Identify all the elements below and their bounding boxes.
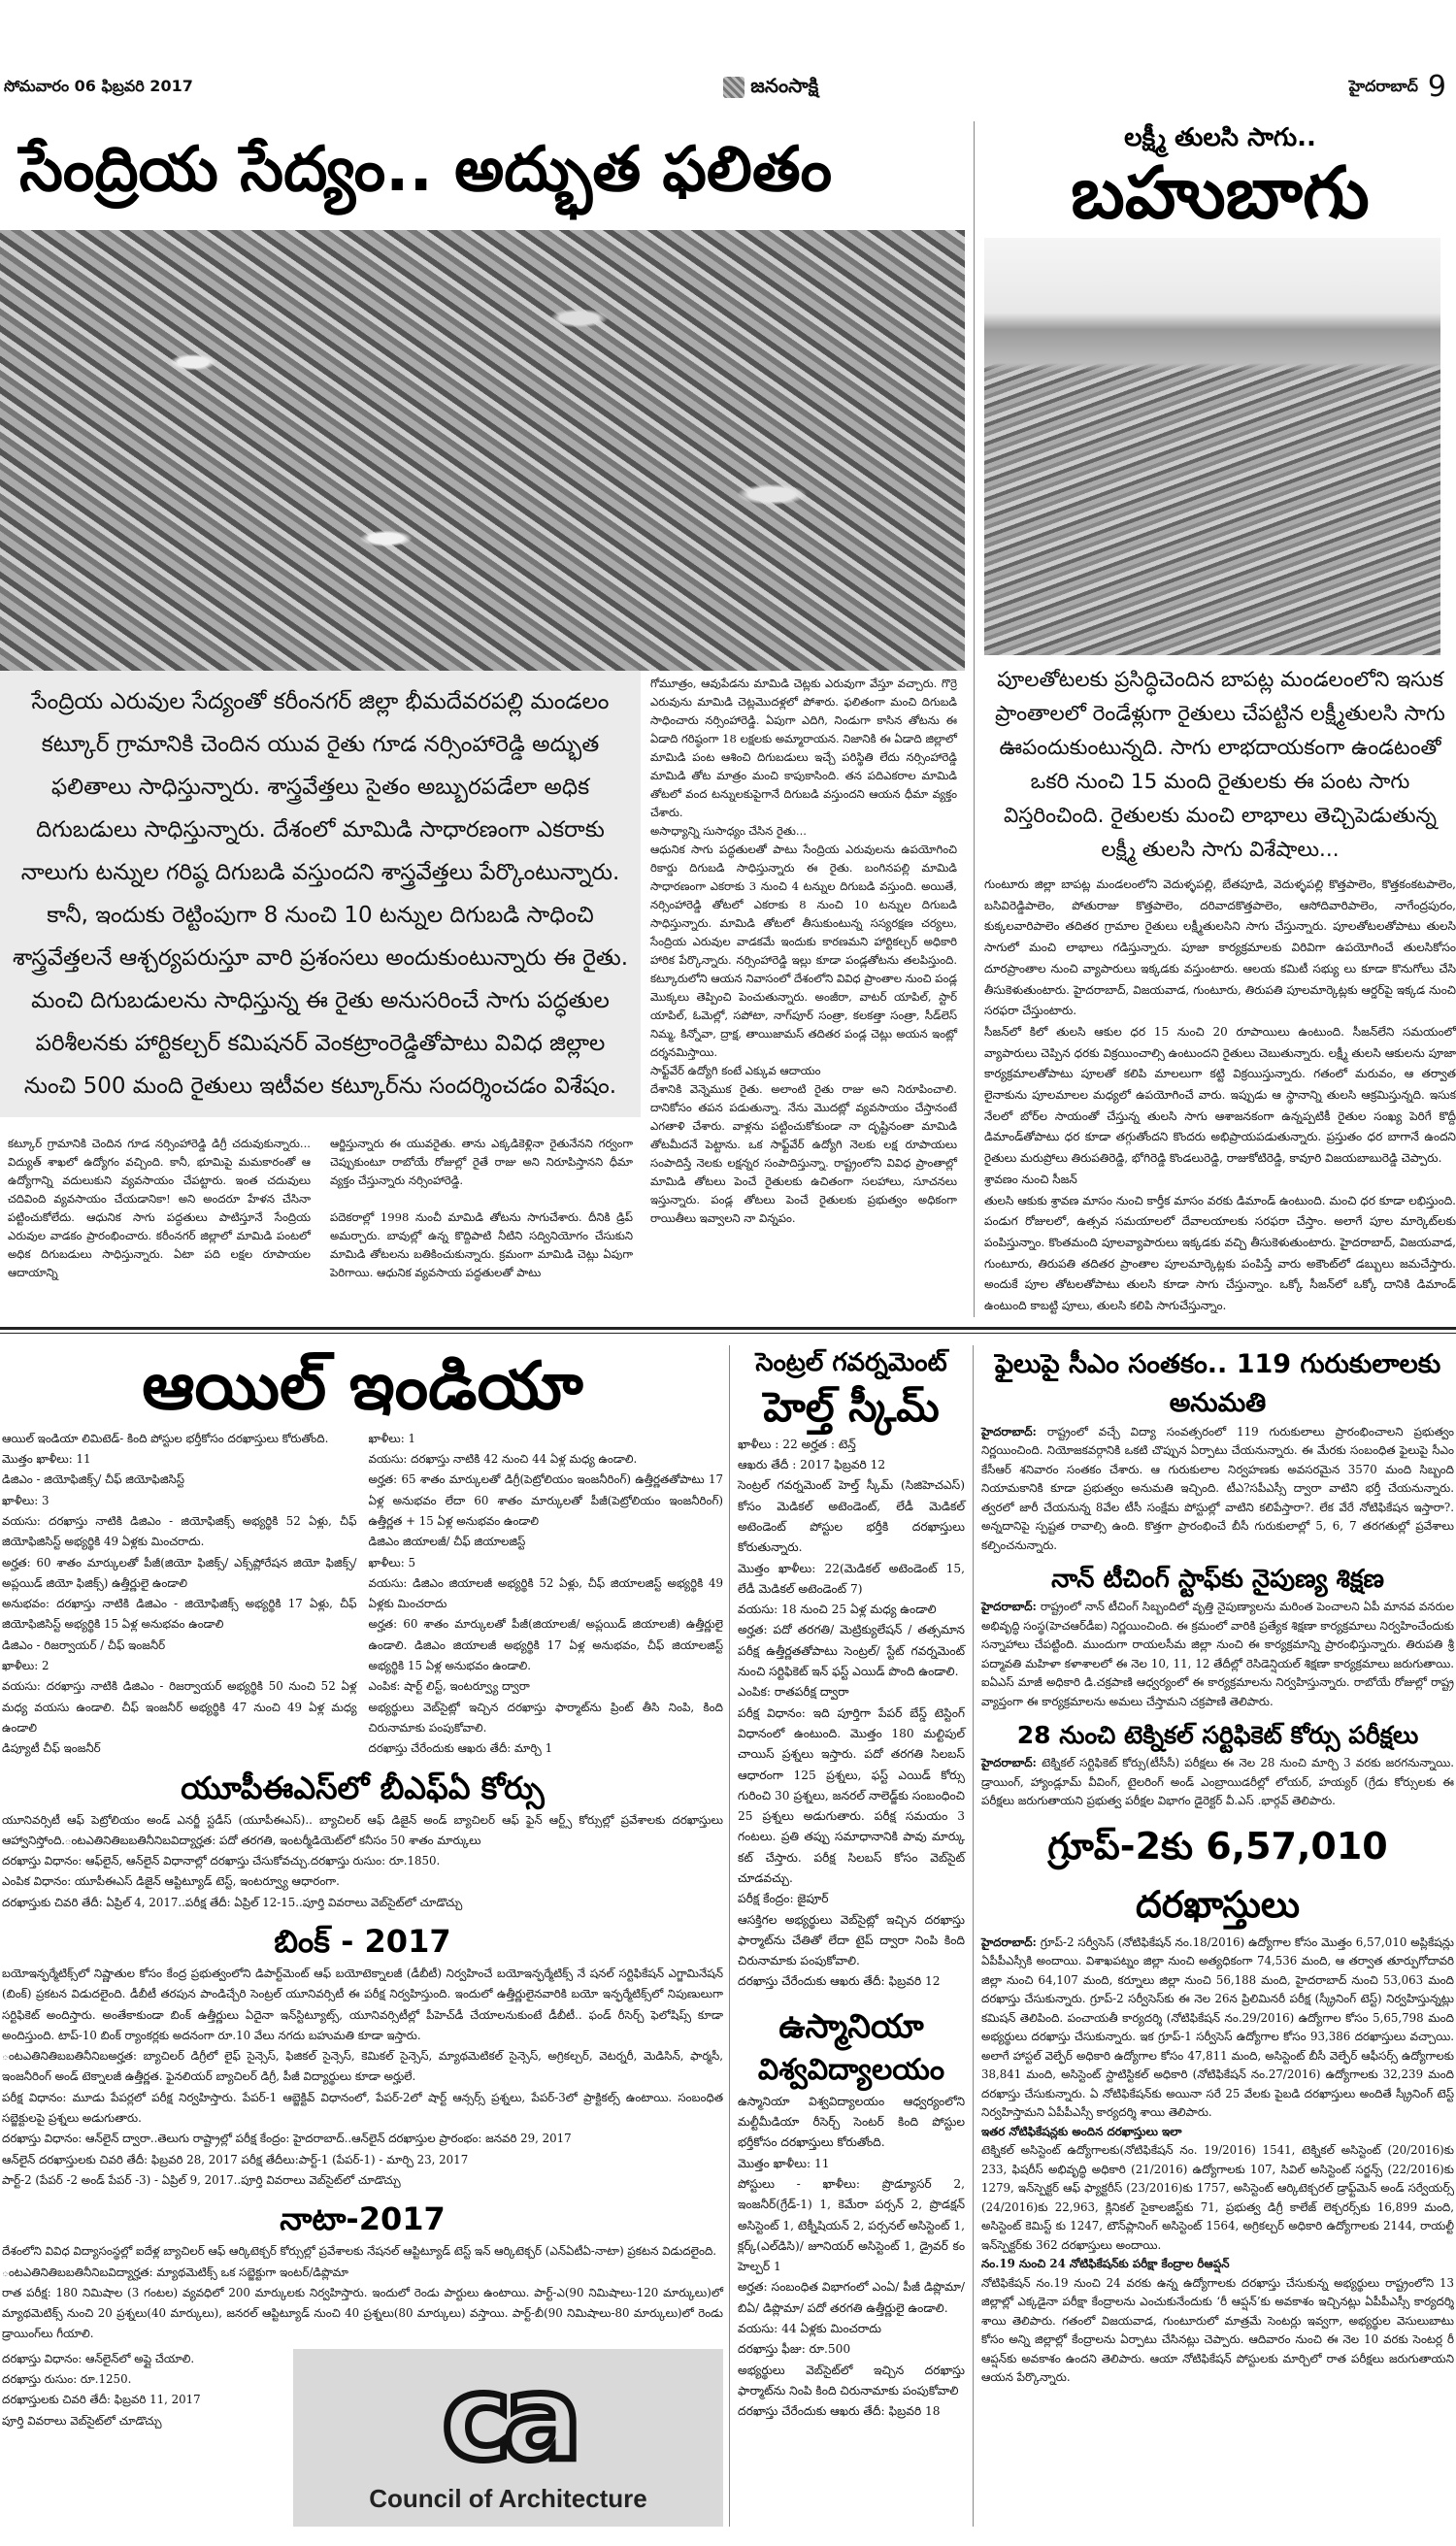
text-line: ఎంపిక: షార్ట్ లిస్ట్, ఇంటర్వ్యూ ద్వారా xyxy=(368,1679,530,1694)
text-line: ఉస్మానియా విశ్వవిద్యాలయం ఆధ్వర్యంలోని మల్టీమీడియా రీసెర్చ్ సెంటర్ కింది పోస్టుల భర్తీకోసం దరఖాస్తులు కోరుతోంది. xyxy=(738,2094,965,2150)
paragraph: టెక్నికల్ అసిస్టెంట్ ఉద్యోగాలకు(నోటిఫికేషన్ నం. 19/2016) 1541, టెక్నికల్ అసిస్టెంట్ (20/2016)కు 233, ఫిషరీస్ అభివృద్ధి అధికారి (21/2016) ఉద్యోగాలకు 107, సివిల్ అసిస్టెంట్ సర్జన్స్ (22/2016)కు 1279, ఇన్‌స్పెక్టర్ ఆఫ్ ఫ్యాక్టరీస్ (23/2016)కు 1757, అసిస్టెంట్ ఆర్కిటెక్చరల్ డ్రాఫ్ట్‌మెన్ అండ్ సర్వేయర్స్ (24/2016)కు 22,963, క్లినికల్ సైకాలజిస్ట్‌కు 71, ప్రభుత్వ డిగ్రీ కాలేజ్ లెక్చరర్స్‌కు 16,899 మంది, అసిస్టెంట్ కెమిస్ట్ కు 1247, టౌన్‌ప్లానింగ్ అసిస్టెంట్ 1564, అగ్రికల్చర్ అధికారి ఉద్యోగాలకు 2144, రాయల్టీ ఇన్‌స్పెక్టర్‌కు 362 దరఖాస్తులు అందాయి. xyxy=(981,2143,1454,2252)
cghs-headline: హెల్త్ స్కీమ్ xyxy=(763,1382,940,1431)
cghs-body xyxy=(738,1435,965,1993)
paragraph: గుంటూరు జిల్లా బాపట్ల మండలంలోని వెదుళ్ళపల్లి, బేతపూడి, వెదుళ్ళపల్లి కొత్తపాలెం, కొత్తకంకటపాలెం, బసివిరెడ్డిపాలెం, పోతురాజు కొత్తపాలెం, దరివాదకొత్తపాలెం, ఆసోదివారిపాలెం, నాగేంద్రపురం, కుక్కలవారిపాలెం తదితర గ్రామాల రైతులు లక్ష్మీతులసిని సాగు చేస్తున్నారు. పూలతోటలతోపాటు తులసి సాగులో మంచి లాభాలు గడిస్తున్నారు. పూజా కార్యక్రమాలకు విరివిగా ఉపయోగించే తులసికోసం దూరప్రాంతాల నుంచి వ్యాపారులు ఇక్కడకు వస్తుంటారు. ఆలయ కమిటీ సభ్యు లు కూడా కొనుగోలు చేసి తీసుకెళుతుంటారు. హైదరాబాద్, విజయవాడ, గుంటూరు, తిరుపతి పూలమార్కెట్లకు ఆర్డర్‌పై ఇక్కడ నుంచి సరఫరా చేస్తుంటారు. xyxy=(984,877,1456,1018)
text-line: పరీక్ష విధానం: మూడు పేపర్లలో పరీక్ష నిర్వహిస్తారు. పేపర్-1 ఆబ్జెక్టివ్ విధానంలో, పేపర్-2లో షార్ట్ ఆన్సర్స్ ప్రశ్నలు, పేపర్-3లో ప్రాక్టికల్స్ ఉంటాయి. సంబంధిత సబ్జెక్టులపై ప్రశ్నలు అడుగుతారు. xyxy=(2,2090,723,2126)
tcc-body xyxy=(981,1754,1454,1811)
organic-col-1 xyxy=(8,1135,311,1282)
text-line: అభ్యర్థులు వెబ్‌సైట్లో ఇచ్చిన దరఖాస్తు ఫార్మాట్‌ను ప్రింట్ తీసి నింపి, కింది చిరునామాకు పంపుకోవాలి. xyxy=(368,1700,723,1735)
oil-india-headline: ఆయిల్ ఇండియా xyxy=(142,1347,583,1425)
upes-body xyxy=(2,1810,723,1913)
text-line: డిప్యూటీ చీఫ్ ఇంజనీర్ xyxy=(2,1741,101,1756)
masthead xyxy=(0,70,1456,105)
dateline: హైదరాబాద్: xyxy=(981,1424,1037,1438)
text-line: ఖాళీలు: 3 xyxy=(2,1493,50,1507)
subheading: అసాధ్యాన్ని సుసాధ్యం చేసిన రైతు... xyxy=(650,824,807,838)
paragraph: సీజన్‌లో కిలో తులసి ఆకుల ధర 15 నుంచి 20 రూపాయిలు ఉంటుంది. సీజన్‌లేని సమయంలో వ్యాపారులు చెప్పిన ధరకు విక్రయించాల్సి ఉంటుందని రైతులు చెబుతున్నారు. లక్ష్మీ తులసి ఆకులను పూజా కార్యక్రమాలతోపాటు పూలతో కలిపి మాలలుగా కట్టి విక్రయిస్తున్నారు. గతంలో మరువం, ఆ తర్వాత లైనాకును పూలమాలల మధ్యలో ఉపయోగించే వారు. ఇప్పుడు ఆ స్థానాన్ని తులసి ఆక్రమిస్తున్నది. ఇసుక నేలలో బోర్‌ల సాయంతో చేస్తున్న తులసి సాగు ఆశాజనకంగా ఉన్నప్పటికీ రైతుల సంఖ్య పెరిగే కొద్దీ డిమాండ్‌తోపాటు ధర కూడా తగ్గుతోందని కొందరు అభిప్రాయపడుతున్నారు. ప్రస్తుతం ధర బాగానే ఉందని రైతులు మరుప్రోలు తిరుపతిరెడ్డి, భోగిరెడ్డి కొండలురెడ్డి, రాజుకోటిరెడ్డి, కావూరి విజయబాబురెడ్డి చెప్పారు. xyxy=(984,1024,1456,1166)
edition-info xyxy=(1348,70,1446,104)
page-bottom-margin xyxy=(0,2527,1456,2546)
text-line: పోస్టులు - ఖాళీలు: ప్రొడ్యూసర్ 2, ఇంజనీర్(గ్రేడ్-1) 1, కెమేరా పర్సన్ 2, ప్రొడక్షన్ అసిస్టెంట్ 1, టెక్నీషియన్ 2, పర్సనల్ అసిస్టెంట్ 1, క్లర్క్(ఎల్‌డిసి)/ జూనియర్ అసిస్టెంట్ 1, డ్రైవర్ కం హెల్పర్ 1 xyxy=(738,2176,965,2274)
text-line: దరఖాస్తు ఫీజు: రూ.500 xyxy=(738,2342,851,2357)
group2-headline: గ్రూప్-2కు 6,57,010 దరఖాస్తులు xyxy=(1047,1824,1388,1926)
dateline: హైదరాబాద్: xyxy=(981,1756,1037,1770)
text-line: ఆసక్తిగల అభ్యర్థులు వెబ్‌సైట్లో ఇచ్చిన దరఖాస్తు ఫార్మాట్‌ను చేతితో లేదా టైప్ ద్వారా నింపి కింది చిరునామాకు పంపుకోవాలి. xyxy=(738,1912,965,1968)
text-line: మొత్తం ఖాళీలు: 11 xyxy=(2,1452,91,1467)
organic-headline: సేంద్రియ సేద్యం.. అద్భుత ఫలితం xyxy=(19,134,833,206)
paragraph: తులసి ఆకుకు శ్రావణ మాసం నుంచి కార్తీక మాసం వరకు డిమాండ్ ఉంటుంది. మంచి ధర కూడా లభిస్తుంది. పండుగ రోజులలో, ఉత్సవ సమయాలలో దేవాలయాలకు సరఫరా చేస్తాం. అలాగే పూల మార్కెట్‌లకు పంపిస్తున్నాం. కొంతమంది పూలవ్యాపారులు ఇక్కడకు వచ్చి తీసుకెళుతుంటారు. హైదరాబాద్, విజయవాడ, గుంటూరు, తిరుపతి తదితర ప్రాంతాల పూలమార్కెట్లకు పంపిస్తే వారు అకౌంట్‌లో డబ్బులు జమచేస్తారు. అందుకే పూల తోటలతోపాటు తులసి కూడా సాగు చేస్తున్నాం. ఒక్కో సీజన్‌లో ఒక్కో దానికి డిమాండ్ ఉంటుంది కాబట్టి పూలు, తులసి కలిపి సాగుచేస్తున్నాం. xyxy=(984,1193,1456,1313)
text-line: రాత పరీక్ష: 180 నిమిషాల (3 గంటల) వ్యవధిలో 200 మార్కులకు నిర్వహిస్తారు. ఇందులో రెండు పార్టులు ఉంటాయి. పార్ట్-ఎ(90 నిమిషాలు-120 మార్కులు)లో మ్యాథమెటిక్స్ నుంచి 20 ప్రశ్నలు(40 మార్కులు), జనరల్ ఆప్టిట్యూడ్ నుంచి 40 ప్రశ్నలు(80 మార్కులు) వస్తాయి. పార్ట్-బీ(90 నిమిషాలు-80 మార్కులు)లో రెండు డ్రాయింగ్‌లు గీయాలి. xyxy=(2,2285,723,2341)
text-line: పరీక్ష విధానం: ఇది పూర్తిగా పేపర్ బేస్డ్ టెస్టింగ్ విధానంలో ఉంటుంది. మొత్తం 180 మల్టిపుల్ చాయిస్ ప్రశ్నలు ఇస్తారు. పదో తరగతి సిలబస్ ఆధారంగా 125 ప్రశ్నలు, ఫస్ట్ ఎయిడ్ కోర్సు గురించి 30 ప్రశ్నలు, జనరల్ నాలెడ్జ్‌కు సంబంధించి 25 ప్రశ్నలు అడుగుతారు. పరీక్ష సమయం 3 గంటలు. ప్రతి తప్పు సమాధానానికి పావు మార్కు కట్ చేస్తారు. పరీక్ష సిలబస్ కోసం వెబ్‌సైట్ చూడవచ్చు. xyxy=(738,1705,965,1885)
text-line: పూర్తి వివరాలు వెబ్‌సైట్‌లో చూడొచ్చు xyxy=(2,2413,162,2428)
organic-story xyxy=(0,121,975,1317)
paragraph: కట్కూర్ గ్రామానికి చెందిన గూడ నర్సింహారెడ్డి డిగ్రీ చదువుకున్నారు... విద్యుత్ శాఖలో ఉద్యోగం వచ్చింది. కానీ, భూమిపై మమకారంతో ఆ ఉద్యోగాన్ని వదులుకుని వ్యవసాయం చేపట్టారు. ఇంత చదువులు చదివింది వ్యవసాయం చేయడానికా! అని అందరూ హేళన చేసినా పట్టించుకోలేదు. ఆధునిక సాగు పద్ధతులు పాటిస్తూనే సేంద్రియ ఎరువుల వాడకం ప్రారంభించారు. కరీంనగర్ జిల్లాలో మామిడి పంటలో అధిక దిగుబడులు సాధిస్తున్నారు. ఏటా పది లక్షల రూపాయల ఆదాయాన్ని xyxy=(8,1137,311,1279)
issue-date: సోమవారం 06 ఫిబ్రవరి 2017 xyxy=(4,76,193,95)
organic-columns xyxy=(0,671,974,1282)
text-line: వయసు: డిజిఎం జియాలజీ అభ్యర్థికి 52 ఏళ్లు, చీఫ్ జియాలజిస్ట్ అభ్యర్థికి 49 ఏళ్లకు మించరాదు xyxy=(368,1575,723,1611)
gurukul-body xyxy=(981,1423,1454,1556)
text-line: అర్హత: 60 శాతం మార్కులతో పీజీ(జియాలజీ/ అప్లయిడ్ జియాలజీ) ఉత్తీర్ణులై ఉండాలి. డిజిఎం జియాలజీ అభ్యర్థికి 17 ఏళ్ల అనుభవం, చీఫ్ జియాలజిస్ట్ అభ్యర్థికి 15 ఏళ్ల అనుభవం ఉండాలి. xyxy=(368,1617,723,1673)
tulsi-story xyxy=(975,121,1456,1317)
subheading: నం.19 నుంచి 24 నోటిఫికేషన్‌కు పరీక్షా కేంద్రాల రీఆప్షన్ xyxy=(981,2257,1230,2271)
text-line: అభ్యర్థులు వెబ్‌సైట్‌లో ఇచ్చిన దరఖాస్తు ఫార్మాట్‌ను నింపి కింది చిరునామాకు పంపుకోవాలి xyxy=(738,2363,965,2397)
paragraph: టెక్నికల్ సర్టిఫికెట్ కోర్సు(టీసీసీ) పరీక్షలు ఈ నెల 28 నుంచి మార్చి 3 వరకు జరగనున్నాయి. డ్రాయింగ్, హ్యాండ్లూమ్ వీవింగ్, టైలరింగ్ అండ్ ఎంబ్రాయిడరీల్లో లోయర్, హయ్యర్ (గ్రేడు కోర్సులకు ఈ పరీక్షలు జరుగుతాయని ప్రభుత్వ పరీక్షల విభాగం డైరెక్టర్ వీ.ఎస్ .భార్గవ్ తెలిపారు. xyxy=(981,1756,1454,1808)
osmania-body xyxy=(738,2092,965,2423)
paragraph: ఆర్జిస్తున్నారు ఈ యువరైతు. తాను ఎక్కడికెళ్లినా రైతునేనని గర్వంగా చెప్పుకుంటూ రాబోయే రోజుల్లో రైతే రాజు అని నిరూపిస్తానని ధీమా వ్యక్తం చేస్తున్నారు నర్సింహారెడ్డి. xyxy=(330,1137,633,1187)
text-line: అర్హత: సంబంధిత విభాగంలో ఎంఏ/ పీజీ డిప్లొమా/ బిఏ/ డిప్లొమా/ పదో తరగతి ఉత్తీర్ణులై ఉండాలి. xyxy=(738,2280,965,2315)
text-line: ఎంపిక విధానం: యూపీఈఎస్ డిజైన్ ఆప్టిట్యూడ్ టెస్ట్, ఇంటర్వ్యూ ఆధారంగా. xyxy=(2,1874,340,1889)
oil-india-left xyxy=(2,1429,357,1760)
jobs-left-column xyxy=(0,1345,730,2527)
text-line: దరఖాస్తు చేరేందుకు ఆఖరు తేదీ: ఫిబ్రవరి 12 xyxy=(738,1974,941,1989)
organic-two-columns xyxy=(0,1117,641,1282)
text-line: దరఖాస్తు విధానం: ఆఫ్‌లైన్, ఆన్‌లైన్ విధానాల్లో దరఖాస్తు చేసుకోవచ్చు.దరఖాస్తు రుసుం: రూ.1850. xyxy=(2,1854,441,1868)
bink-headline: బింక్ - 2017 xyxy=(274,1923,451,1960)
osmania-headline-1: ఉస్మానియా xyxy=(778,2006,924,2046)
text-line: పార్ట్-2 (పేపర్ -2 అండ్ పేపర్ -3) - ఏప్రిల్ 9, 2017..పూర్తి వివరాలు వెబ్‌సైట్‌లో చూడొచ్చు xyxy=(2,2172,401,2187)
group2-body xyxy=(981,1934,1454,2388)
organic-lead: సేంద్రియ ఎరువుల సేద్యంతో కరీంనగర్ జిల్లా భీమదేవరపల్లి మండలం కట్కూర్ గ్రామానికి చెందిన యువ రైతు గూడ నర్సింహారెడ్డి అద్భుత ఫలితాలు సాధిస్తున్నారు. శాస్త్రవేత్తలు సైతం అబ్బురపడేలా అధిక దిగుబడులు సాధిస్తున్నారు. దేశంలో మామిడి సాధారణంగా ఎకరాకు నాలుగు టన్నుల గరిష్ఠ దిగుబడి వస్తుందని శాస్త్రవేత్తలు పేర్కొంటున్నారు. కానీ, ఇందుకు రెట్టింపుగా 8 నుంచి 10 టన్నుల దిగుబడి సాధించి శాస్త్రవేత్తలనే ఆశ్చర్యపరుస్తూ వారి ప్రశంసలు అందుకుంటున్నారు ఈ రైతు. మంచి దిగుబడులను సాధిస్తున్న ఈ రైతు అనుసరించే సాగు పద్ధతుల పరిశీలనకు హార్టికల్చర్ కమిషనర్ వెంకట్రాంరెడ్డితోపాటు వివిధ జిల్లాల నుంచి 500 మంది రైతులు ఇటీవల కట్కూర్‌ను సందర్శించడం విశేషం. xyxy=(0,671,641,1117)
coa-logo-label: Council of Architecture xyxy=(369,2483,647,2513)
text-line: పరీక్ష కేంద్రం: జైపూర్ xyxy=(738,1892,829,1906)
text-line: ఖాళీలు: 2 xyxy=(2,1659,50,1673)
subheading: సాఫ్ట్‌వేర్ ఉద్యోగి కంటే ఎక్కువ ఆదాయం xyxy=(650,1064,821,1077)
paper-logo-icon xyxy=(723,77,745,98)
text-line: ంటఎతినితిబబతినీనిబవిద్యార్హత: మ్యాథమెటిక్స్ ఒక సబ్జెక్టుగా ఇంటర్/డిప్లొమా xyxy=(2,2265,348,2279)
text-line: ఖాళీలు: 5 xyxy=(368,1555,415,1570)
mango-tree-photo xyxy=(0,230,965,671)
text-line: ఖాళీలు : 22 అర్హత : టెన్త్ xyxy=(738,1437,856,1451)
text-line: బయోఇన్ఫర్మేటిక్స్‌లో నిష్ణాతుల కోసం కేంద్ర ప్రభుత్వంలోని డిపార్ట్‌మెంట్ ఆఫ్ బయోటెక్నాలజీ (డీబీటీ) నిర్వహించే బయోఇన్ఫర్మేటిక్స్ నే షనల్ సర్టిఫికేషన్ ఎగ్జామినేషన్ (బింక్) ప్రకటన విడుదలైంది. డీబీటీ తరపున పాండిచ్చేరి సెంట్రల్ యూనివర్సిటీ ఈ పరీక్ష నిర్వహిస్తుంది. ఇందులో ఉత్తీర్ణులైనవారికి బయో ఇన్ఫర్మేటిక్స్‌లో నిపుణులుగా సర్టిఫికెట్ అందిస్తారు. అంతేకాకుండా బింక్ ఉత్తీర్ణులు ఏదైనా ఇన్‌స్టిట్యూట్స్, యూనివర్సిటీల్లో పీహెచ్‌డీ చేయాలనుకుంటే డీబీటీ.. ఫండ్ రీసెర్చ్ ఫెలోషిప్స్ కూడా అందిస్తుంది. టాప్-10 బింక్ ర్యాంకర్లకు అదనంగా రూ.10 వేలు నగదు బహుమతి కూడా ఇస్తారు. xyxy=(2,1967,723,2042)
paragraph: దేశానికి వెన్నెముక రైతు. అలాంటి రైతు రాజు అని నిరూపించాలి. దానికోసం తపన పడుతున్నా. నేను మొదట్లో వ్యవసాయం చేస్తానంటే ఎగతాళి చేశారు. వాళ్లను పట్టించుకోకుండా నా దృష్టినంతా మామిడి తోటమీదనే పెట్టాను. ఒక సాఫ్ట్‌వేర్ ఉద్యోగి నెలకు లక్ష రూపాయలు సంపాదిస్తే నెలకు లక్షన్నర సంపాదిస్తున్నా. రాష్ట్రంలోని వివిధ ప్రాంతాల్లో మామిడి తోటలు పెంచే రైతులకు ఉచితంగా సలహాలు, సూచనలు ఇస్తున్నారు. పండ్ల తోటలు పెంచే రైతులకు ప్రభుత్వం అధికంగా రాయితీలు ఇవ్వాలని నా విన్నపం. xyxy=(650,1082,957,1225)
text-line: దరఖాస్తు విధానం: ఆన్‌లైన్ ద్వారా..తెలుగు రాష్ట్రాల్లో పరీక్ష కేంద్రం: హైదరాబాద్..ఆన్‌లైన్ దరఖాస్తుల ప్రారంభం: జనవరి 29, 2017 xyxy=(2,2132,572,2146)
edition-city: హైదరాబాద్ xyxy=(1348,76,1418,95)
text-line: దరఖాస్తు విధానం: ఆన్‌లైన్‌లో అప్లై చేయాలి. xyxy=(2,2351,195,2365)
paper-logo xyxy=(723,74,818,102)
paragraph: గోమూత్రం, ఆవుపేడను మామిడి చెట్లకు ఎరువుగా వేస్తూ వచ్చారు. గొర్రె ఎరువును మామిడి చెట్లమొదళ్లలో పోశారు. ఫలితంగా మంచి దిగుబడి సాధించారు నర్సింహారెడ్డి. ఏపుగా ఎదిగి, నిండుగా కాసిన తోటను ఈ ఏడాది గరిష్ఠంగా 18 లక్షలకు అమ్మారాయన. నిజానికి ఈ ఏడాది జిల్లాలో మామిడి పంట ఆశించి దిగుబడులు ఇచ్చే పరిస్థితి లేదు నర్సింహారెడ్డి మామిడి తోట మాత్రం మంచి కాపుకాసింది. తన పదిఎకరాల మామిడి తోటలో వంద టన్నులకుపైగానే దిగుబడి వస్తుందని ఆయన ధీమా వ్యక్తం చేశారు. xyxy=(650,677,957,819)
paragraph: రాష్ట్రంలో వచ్చే విద్యా సంవత్సరంలో 119 గురుకులాలు ప్రారంభించాలని ప్రభుత్వం నిర్ణయించింది. నియోజకవర్గానికి ఒకటి చొప్పున ఏర్పాటు చేయనున్నారు. ఈ మేరకు సంబంధిత ఫైలుపై సీఎం కేసీఆర్ శనివారం సంతకం చేశారు. ఆ గురుకులాల నిర్వహణకు అవసరమైన 3570 మంది సిబ్బంది నియామకానికి కూడా ప్రభుత్వం అనుమతి ఇచ్చింది. టీఎ?సపీఎస్సీ ద్వారా వాటిని భర్తీ చేయనున్నారు. త్వరలో జారీ చేయనున్న 8వేల టీసీ సంక్షేమ పోస్టుల్లో వాటిని కలిపేస్తారా?. లేక వేరే నోటిఫికేషన ఇస్తారా?. అన్నదానిపై స్పష్టత రావాల్సి ఉంది. కొత్తగా ప్రారంభించే బీసీ గురుకులాల్లో 5, 6, 7 తరగతుల్లో ప్రవేశాలు కల్పించనున్నారు. xyxy=(981,1424,1454,1552)
text-line: వయసు: దరఖాస్తు నాటికి డిజిఎం - జియోఫిజిక్స్ అభ్యర్థికి 52 ఏళ్లు, చీఫ్ జియోఫిజిసిస్ట్ అభ్యర్థికి 49 ఏళ్లకు మించరాదు. xyxy=(2,1513,357,1549)
bottom-section xyxy=(0,1345,1456,2527)
nata-row xyxy=(2,2349,723,2527)
osmania-headline-2: విశ్వవిద్యాలయం xyxy=(757,2052,945,2087)
text-line: డిజిఎం - రిజర్వాయర్ / చీఫ్ ఇంజనీర్ xyxy=(2,1637,166,1652)
news-right-column xyxy=(974,1345,1456,2527)
cghs-kicker: సెంట్రల్ గవర్నమెంట్ xyxy=(755,1347,947,1377)
oil-india-right xyxy=(369,1429,724,1760)
upes-headline: యూపీఈఎస్‌లో బీఎఫ్ఏ కోర్సు xyxy=(181,1769,545,1806)
section-rule xyxy=(0,1327,1456,1330)
text-line: దరఖాస్తులకు చివరి తేదీ: ఫిబ్రవరి 11, 2017 xyxy=(2,2393,201,2407)
text-line: ఆన్‌లైన్ దరఖాస్తులకు చివరి తేదీ: ఫిబ్రవరి 28, 2017 పరీక్ష తేదీలు:పార్ట్-1 (పేపర్-1) - మార్చి 23, 2017 xyxy=(2,2152,469,2166)
tulsi-body xyxy=(984,875,1456,1317)
text-line: డిజిఎం - జియోఫిజిక్స్/ చీఫ్ జియోఫిజిసిస్ట్ xyxy=(2,1472,185,1487)
text-line: దరఖాస్తు చేరేందుకు ఆఖరు తేదీ: మార్చి 1 xyxy=(368,1741,553,1756)
paragraph: రాష్ట్రంలో నాన్ టీచింగ్ సిబ్బందిలో వృత్తి నైపుణ్యాలను మరింత పెంచాలని ఏపీ మానవ వనరుల అభివృద్ధి సంస్థ(హెచఆర్‌డీఐ) నిర్ణయించింది. ఈ క్రమంలో వారికి ప్రత్యేక శిక్షణా కార్యక్రమాలు నిర్వహించేందుకు సన్నాహాలు చేపట్టింది. ముందుగా రాయలసీమ జిల్లా నుంచి ఈ కార్యక్రమాన్ని ప్రారంభిస్తున్నారు. తిరుపతి శ్రీ పద్మావతి మహిళా కళాశాలలో ఈ నెల 10, 11, 12 తేదీల్లో రెసిడెన్షియల్ శిక్షణా కార్యక్రమాలు జరుగుతాయి. ఐఏఎస్ మాజీ అధికారి డి.చక్రపాణి ఆధ్వర్యంలో ఈ కార్యక్రమాలను నిర్వహిస్తున్నారు. రాబోయే రోజుల్లో రాష్ట్ర వ్యాప్తంగా ఈ కార్యక్రమాలను అమలు చేస్తామని చక్రపాణి తెలిపారు. xyxy=(981,1600,1455,1708)
bink-body xyxy=(2,1964,723,2191)
paragraph: పదెకరాల్లో 1998 నుంచీ మామిడి తోటను సాగుచేశారు. దీనికి డ్రిప్ అమర్చారు. బావుల్లో ఉన్న కొద్దిపాటి నీటిని సద్వినియోగం చేసుకుని మామిడి తోటలను బతికించుకున్నారు. క్రమంగా మామిడి చెట్లు ఏపుగా పెరిగాయి. ఆధునిక వ్యవసాయ పద్ధతులతో పాటు xyxy=(330,1210,633,1279)
text-line: వయసు: దరఖాస్తు నాటికి డిజిఎం - రిజర్వాయర్ అభ్యర్థికి 50 నుంచి 52 ఏళ్ల మధ్య వయసు ఉండాలి. చీఫ్ ఇంజనీర్ అభ్యర్థికి 47 నుంచి 49 ఏళ్ల మధ్య ఉండాలి xyxy=(2,1679,357,1735)
text-line: డిజిఎం జియాలజీ/ చీఫ్ జియాలజిస్ట్ xyxy=(368,1535,526,1549)
jobs-middle-column xyxy=(730,1345,974,2527)
tulsi-lead: పూలతోటలకు ప్రసిద్ధిచెందిన బాపట్ల మండలంలోని ఇసుక ప్రాంతాలలో రెండేళ్లుగా రైతులు చేపట్టిన లక్ష్మీతులసి సాగు ఊపందుకుంటున్నది. సాగు లాభదాయకంగా ఉండటంతో ఒకరి నుంచి 15 మంది రైతులకు ఈ పంట సాగు విస్తరించింది. రైతులకు మంచి లాభాలు తెచ్చిపెడుతున్న లక్ష్మీ తులసి సాగు విశేషాలు... xyxy=(995,668,1445,862)
page-number: 9 xyxy=(1427,70,1446,104)
text-line: అర్హత: 60 శాతం మార్కులతో పీజీ(జియో ఫిజిక్స్/ ఎక్స్‌ప్లోరేషన జియో ఫిజిక్స్/ అప్లయిడ్ జియో ఫిజిక్స్) ఉత్తీర్ణులై ఉండాలి xyxy=(2,1555,357,1590)
section-rule-thin xyxy=(0,1333,1456,1334)
gurukul-headline: ఫైలుపై సీఎం సంతకం.. 119 గురుకులాలకు అనుమతి xyxy=(994,1348,1441,1418)
nata-body xyxy=(2,2241,723,2344)
text-line: వయసు: 44 ఏళ్లకు మించరాదు xyxy=(738,2322,882,2336)
coa-logo-icon: ca xyxy=(442,2351,575,2487)
nonteaching-headline: నాన్ టీచింగ్ స్టాఫ్‌కు నైపుణ్య శిక్షణ xyxy=(1051,1565,1384,1595)
council-of-architecture-logo xyxy=(293,2349,723,2527)
tulsi-kicker: లక్ష్మీ తులసి సాగు.. xyxy=(1124,123,1316,152)
nata-headline: నాటా-2017 xyxy=(280,2200,446,2238)
organic-left-block xyxy=(0,671,641,1282)
text-line: మొత్తం ఖాళీలు: 11 xyxy=(738,2156,830,2170)
text-line: ఆయిల్ ఇండియా లిమిటెడ్- కింది పోస్టుల భర్తీకోసం దరఖాస్తులు కోరుతోంది. xyxy=(2,1431,329,1445)
subheading: ఇతర నోటిఫికేషన్లకు అందిన దరఖాస్తులు ఇలా xyxy=(981,2124,1182,2138)
paragraph: గ్రూప్-2 సర్వీసెస్ (నోటిఫికేషన్ నం.18/2016) ఉద్యోగాల కోసం మొత్తం 6,57,010 అప్లికేషన్లు ఏపీపీఎస్సీకి అందాయి. విశాఖపట్నం జిల్లా నుంచి అత్యధికంగా 74,536 మంది, ఆ తర్వాత తూర్పుగోదావరి జిల్లా నుంచి 64,107 మంది, కర్నూలు జిల్లా నుంచి 56,188 మంది, హైదరాబాద్ నుంచి 53,063 మంది దరఖాస్తు చేసుకున్నారు. గ్రూప్-2 సర్వీసెస్‌కు ఈ నెల 26న ప్రిలిమినరీ పరీక్ష (స్క్రీనింగ్ టెస్ట్) నిర్వహిస్తున్నట్లు కమిషన్ తెలిపింది. పంచాయతీ కార్యదర్శి (నోటిఫికేషన్ నం.29/2016) ఉద్యోగాల కోసం 5,65,798 మంది అభ్యర్థులు దరఖాస్తు చేసుకున్నారు. ఇక గ్రూప్-1 సర్వీసెస్ ఉద్యోగాల కోసం 93,386 దరఖాస్తులు వచ్చాయి. అలాగే హాస్టల్ వెల్ఫేర్ అధికారి ఉద్యోగాల కోసం 47,811 మంది, అసిస్టెంట్ బీసీ వెల్ఫేర్ ఆఫీసర్స్ ఉద్యోగాలకు 38,841 మంది, అసిస్టెంట్ స్టాటిస్టికల్ అధికారి (నోటిఫికేషన్ నం.27/2016) ఉద్యోగాలకు 32,239 మంది దరఖాస్తు చేసుకున్నారు. ఏ నోటిఫికేషన్‌కు అయినా సరే 25 వేలకు పైబడి దరఖాస్తులు అందితే స్క్రీనింగ్ టెస్ట్ నిర్వహిస్తామని ఏపీపీఎస్సీ కార్యదర్శి శాయి తెలిపారు. xyxy=(981,1934,1454,2120)
paragraph: నోటిఫికేషన్ నం.19 నుంచి 24 వరకు ఉన్న ఉద్యోగాలకు దరఖాస్తు చేసుకున్న అభ్యర్థులు రాష్ట్రంలోని 13 జిల్లాల్లో ఎక్కడైనా పరీక్షా కేంద్రాలను ఎంచుకునేందుకు ‘రీ ఆప్షన్’కు అవకాశం ఇచ్చినట్లు ఏపీపీఎస్సీ కార్యదర్శి శాయి తెలిపారు. గతంలో విజయవాడ, గుంటూరులో మాత్రమే సెంటర్లు ఇవ్వగా, అభ్యర్థుల వెసులుబాటు కోసం అన్ని జిల్లాల్లో కేంద్రాలను ఏర్పాటు చేసినట్లు చెప్పారు. ఆదివారం నుంచి ఈ నెల 10 వరకు సెంటర్ల రీ ఆప్షన్‌కు అవకాశం ఉందని తెలిపారు. ఆయా నోటిఫికేషన్ పోస్టులకు మార్చిలో రాత పరీక్షలు జరుగుతాయని ఆయన పేర్కొన్నారు. xyxy=(981,2275,1454,2385)
text-line: యూనివర్సిటీ ఆఫ్ పెట్రోలియం అండ్ ఎనర్జీ స్టడీస్ (యూపీఈఎస్).. బ్యాచిలర్ ఆఫ్ డిజైన్ అండ్ బ్యాచిలర్ ఆఫ్ ఫైన్ ఆర్ట్స్ కోర్సుల్లో ప్రవేశాలకు దరఖాస్తులు ఆహ్వానిస్తోంది.ంటఎతినితిబబతినీనిబవిద్యార్హత: పదో తరగతి, ఇంటర్మీడియెట్‌లో కనీసం 50 శాతం మార్కులు xyxy=(2,1812,723,1847)
dateline: హైదరాబాద్: xyxy=(981,1600,1037,1614)
organic-col-3 xyxy=(650,671,965,1282)
text-line: ఖాళీలు: 1 xyxy=(368,1431,415,1445)
top-section xyxy=(0,121,1456,1317)
text-line: ఆఖరు తేదీ : 2017 ఫిబ్రవరి 12 xyxy=(738,1458,886,1472)
text-line: వయసు: 18 నుంచి 25 ఏళ్ల మధ్య ఉండాలి xyxy=(738,1603,937,1617)
text-line: అర్హత: 65 శాతం మార్కులతో డిగ్రీ(పెట్రోలియం ఇంజనీరింగ్) ఉత్తీర్ణతతోపాటు 17 ఏళ్ల అనుభవం లేదా 60 శాతం మార్కులతో పీజీ(పెట్రోలియం ఇంజనీరింగ్) ఉత్తీర్ణత + 15 ఏళ్ల అనుభవం ఉండాలి xyxy=(368,1472,723,1528)
oil-india-columns xyxy=(2,1429,723,1760)
text-line: సెంట్రల్ గవర్నమెంట్ హెల్త్ స్కీమ్ (సిజిహెచఎస్) కోసం మెడికల్ అటెండెంట్, లేడీ మెడికల్ అటెండెంట్ పోస్టుల భర్తీకి దరఖాస్తులు కోరుతున్నారు. xyxy=(738,1478,965,1555)
text-line: దరఖాస్తుకు చివరి తేదీ: ఏప్రిల్ 4, 2017..పరీక్ష తేదీ: ఏప్రిల్ 12-15..పూర్తి వివరాలు వెబ్‌సైట్‌లో చూడొచ్చు xyxy=(2,1895,463,1909)
paper-name: జనంసాక్షి xyxy=(750,73,819,97)
text-line: ఎంపిక: రాతపరీక్ష ద్వారా xyxy=(738,1685,849,1700)
paragraph: ఆధునిక సాగు పద్ధతులతో పాటు సేంద్రియ ఎరువులను ఉపయోగించి రికార్డు దిగుబడి సాధిస్తున్నారు ఈ రైతు. బంగినపల్లి మామిడి సాధారణంగా ఎకరాకు 3 నుంచి 4 టన్నుల దిగుబడి వస్తుంది. అయితే, నర్సింహారెడ్డి తోటలో ఎకరాకు 8 నుంచి 10 టన్నుల దిగుబడి సాధిస్తున్నారు. మామిడి తోటలో తీసుకుంటున్న సస్యరక్షణ చర్యలు, సేంద్రియ ఎరువుల వాడకమే ఇందుకు కారణమని హార్టికల్చర్ అధికారి హారిక పేర్కొన్నారు. నర్సింహారెడ్డి ఇల్లు కూడా పండ్లతోటను తలపిస్తుంది. కట్కూరులోని ఆయన నివాసంలో దేశంలోని వివిధ ప్రాంతాల నుంచి పండ్ల మొక్కలు తెప్పించి పెంచుతున్నారు. అంజీరా, వాటర్ యాపిల్, స్టార్ యాపిల్, ఓమెల్లో, సపోటా, నాగ్‌పూర్ సంత్రా, కలకత్తా సంత్రా, సీడ్‌లెస్ నిమ్మ, కిన్నోవా, ద్రాక్ష, తాయిజామస్ తదితర పండ్ల చెట్లు అయన ఇంట్లో దర్శనమిస్తాయి. xyxy=(650,843,957,1059)
tulsi-headline: బహుబాగు xyxy=(1071,151,1370,235)
tcc-headline: 28 నుంచి టెక్నికల్ సర్టిఫికెట్ కోర్సు పరీక్షలు xyxy=(1016,1721,1419,1750)
subheading: శ్రావణం నుంచి సీజన్ xyxy=(984,1172,1077,1186)
text-line: మొత్తం ఖాళీలు: 22(మెడికల్ అటెండెంట్ 15, లేడీ మెడికల్ అటెండెంట్ 7) xyxy=(738,1561,965,1596)
text-line: దరఖాస్తు చేరేందుకు ఆఖరు తేదీ: ఫిబ్రవరి 18 xyxy=(738,2404,941,2419)
organic-col-2 xyxy=(330,1135,633,1282)
text-line: వయసు: దరఖాస్తు నాటికి 42 నుంచి 44 ఏళ్ల మధ్య ఉండాలి. xyxy=(368,1452,638,1467)
tulsi-field-photo xyxy=(984,238,1440,655)
text-line: అనుభవం: దరఖాస్తు నాటికి డిజిఎం - జియోఫిజిక్స్ అభ్యర్థికి 17 ఏళ్లు, చీఫ్ జియోఫిజిసిస్ట్ అభ్యర్థికి 15 ఏళ్ల అనుభవం ఉండాలి xyxy=(2,1597,357,1632)
text-line: దేశంలోని వివిధ విద్యాసంస్థల్లో ఐదేళ్ల బ్యాచిలర్ ఆఫ్ ఆర్కిటెక్చర్ కోర్సుల్లో ప్రవేశాలకు నేషనల్ ఆప్టిట్యూడ్ టెస్ట్ ఇన్ ఆర్కిటెక్చర్ (ఎన్ఏటీఏ-నాటా) ప్రకటన విడుదలైంది. xyxy=(2,2244,717,2259)
nonteaching-body xyxy=(981,1598,1454,1711)
dateline: హైదరాబాద్: xyxy=(981,1934,1037,1949)
text-line: అర్హత: పదో తరగతి/ మెట్రిక్యులేషన్ / తత్సమాన పరీక్ష ఉత్తీర్ణతతోపాటు సెంట్రల్/ స్టేట్ గవర్నమెంట్ నుంచి సర్టిఫికెట్ ఇన్ ఫస్ట్ ఎయిడ్ పొంది ఉండాలి. xyxy=(738,1623,965,1679)
nata-body-short xyxy=(2,2349,285,2527)
text-line: దరఖాస్తు రుసుం: రూ.1250. xyxy=(2,2372,132,2387)
text-line: ంటఎతినితిబబతినీనిబఅర్హత: బ్యాచిలర్ డిగ్రీలో లైఫ్ సైన్సెస్, ఫిజికల్ సైన్సెస్, కెమికల్ సైన్సెస్, మ్యాథమెటికల్ సైన్సెస్, అగ్రికల్చర్, వెటర్నరీ, మెడిసిన్, ఫార్మసీ, ఇంజనీరింగ్ అండ్ టెక్నాలజీ ఉత్తీర్ణత. ఫైనలియర్ బ్యాచిలర్ డిగ్రీ, పీజీ విద్యార్థులు కూడా అర్హులే. xyxy=(2,2049,723,2084)
